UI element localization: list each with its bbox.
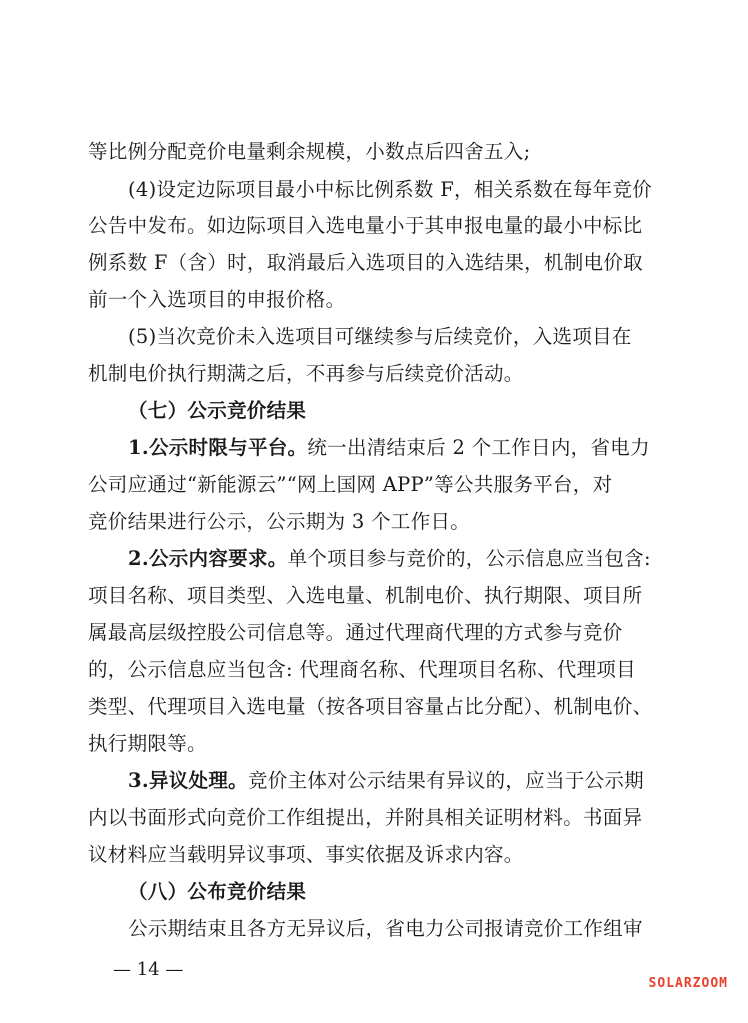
paragraph-first-line bbox=[128, 435, 650, 461]
body-line: 前一个入选项目的申报价格。 bbox=[88, 288, 346, 311]
body-line: 等比例分配竞价电量剩余规模，小数点后四舍五入; bbox=[88, 140, 531, 163]
section-heading: （七）公示竞价结果 bbox=[128, 399, 307, 422]
body-line: 公告中发布。如边际项目入选电量小于其申报电量的最小中标比 bbox=[88, 214, 643, 237]
body-text: 竞价主体对公示结果有异议的，应当于公示期 bbox=[247, 769, 644, 792]
body-line: 属最高层级控股公司信息等。通过代理商代理的方式参与竞价 bbox=[88, 621, 623, 644]
body-line: 类型、代理项目入选电量（按各项目容量占比分配）、机制电价、 bbox=[88, 695, 653, 718]
body-line: (5)当次竞价未入选项目可继续参与后续竞价，入选项目在 bbox=[128, 325, 632, 348]
item-heading: 1.公示时限与平台。 bbox=[128, 436, 308, 459]
section-heading: （八）公布竞价结果 bbox=[128, 880, 307, 903]
body-line: 议材料应当载明异议事项、事实依据及诉求内容。 bbox=[88, 843, 524, 866]
body-line: 公司应通过“新能源云”“网上国网 APP”等公共服务平台，对 bbox=[88, 473, 613, 496]
body-text: 单个项目参与竞价的，公示信息应当包含: bbox=[287, 547, 651, 570]
paragraph-first-line bbox=[128, 546, 651, 572]
page-number: — 14 — bbox=[113, 959, 184, 980]
body-line: 内以书面形式向竞价工作组提出，并附具相关证明材料。书面异 bbox=[88, 806, 643, 829]
body-line: 竞价结果进行公示，公示期为 3 个工作日。 bbox=[88, 510, 471, 533]
body-line: 公示期结束且各方无异议后，省电力公司报请竞价工作组审 bbox=[128, 917, 643, 940]
body-line: 项目名称、项目类型、入选电量、机制电价、执行期限、项目所 bbox=[88, 584, 643, 607]
body-line: (4)设定边际项目最小中标比例系数 F，相关系数在每年竞价 bbox=[128, 178, 653, 201]
item-heading: 3.异议处理。 bbox=[128, 769, 248, 792]
watermark-logo: SOLARZOOM bbox=[648, 976, 728, 991]
body-text: 统一出清结束后 2 个工作日内，省电力 bbox=[307, 436, 650, 459]
body-line: 机制电价执行期满之后，不再参与后续竞价活动。 bbox=[88, 362, 524, 385]
body-line: 的，公示信息应当包含: 代理商名称、代理项目名称、代理项目 bbox=[88, 658, 636, 681]
body-line: 执行期限等。 bbox=[88, 732, 207, 755]
paragraph-first-line bbox=[128, 768, 644, 794]
body-line: 例系数 F（含）时，取消最后入选项目的入选结果，机制电价取 bbox=[88, 251, 643, 274]
item-heading: 2.公示内容要求。 bbox=[128, 547, 288, 570]
